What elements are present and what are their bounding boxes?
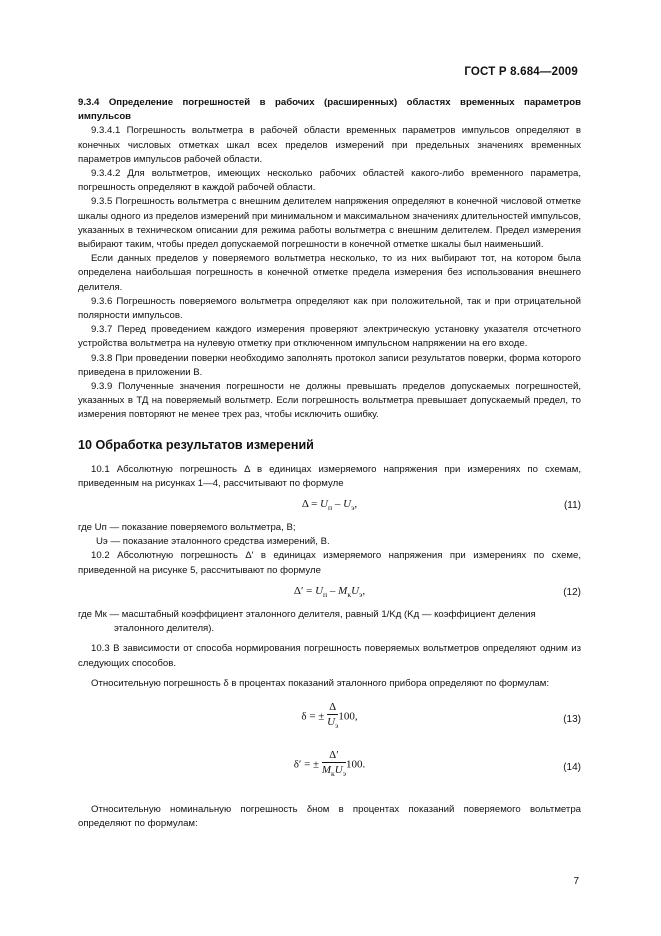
paragraph-10-3-nominal: Относительную номинальную погрешность δном в процентах показаний поверяемого вольтметра определяют по формулам:: [78, 803, 581, 830]
paragraph-10-2: 10.2 Абсолютную погрешность Δ′ в единицах измеряемого напряжения при измерениях по схеме, приведенной на рисунке 5, рассчитывают по формуле: [78, 550, 581, 576]
paragraph-10-3-relative: Относительную погрешность δ в процентах показаний эталонного прибора определяют по формулам:: [91, 677, 550, 689]
page-content: [78, 96, 581, 831]
equation-12-body: $\Delta' = U_п - M_кU_э$,: [293, 584, 366, 600]
paragraph-10-3: 10.3 В зависимости от способа нормирования погрешность поверяемых вольтметров определяют одним из следующих способов.: [78, 643, 581, 669]
equation-13-number: (13): [563, 713, 581, 725]
page-number: 7: [573, 876, 579, 887]
equation-11-body: $\Delta = U_п - U_э$,: [301, 498, 358, 513]
equation-13: [78, 701, 581, 739]
paragraph-9-3-7: 9.3.7 Перед проведением каждого измерения проверяют электрическую установку указателя отсчетного устройства вольтметра на нулевую отметку при отключенном импульсном напряжении на его входе.: [78, 324, 581, 350]
equation-11: [78, 497, 581, 515]
paragraph-9-3-5: 9.3.5 Погрешность вольтметра с внешним делителем напряжения определяют в конечной числовой отметке шкалы одного из пределов измерений при минимальном и максимальном значениях длительностей импульсов, указанных в техническом описании для режима работы вольтметра с внешним делителем. Предел измерения выбирают таким, чтобы предел допускаемой погрешности в конечной отметке шкалы был наименьший.: [78, 196, 581, 251]
equation-14-number: (14): [563, 761, 581, 773]
equation-12-number: (12): [563, 586, 581, 598]
document-code: ГОСТ Р 8.684—2009: [464, 66, 578, 78]
paragraph-9-3-5-cont: Если данных пределов у поверяемого вольтметра несколько, то из них выбирают тот, на котором была определена наибольшая погрешность в конечной отметке предела измерения без использования внешнего делителя.: [78, 253, 581, 293]
paragraph-9-3-4-1: 9.3.4.1 Погрешность вольтметра в рабочей области временных параметров импульсов определяют в конечных числовых отметках шкал всех пределов измерений при предельных значениях временных параметров импульсов рабочей области.: [78, 125, 581, 165]
paragraph-9-3-4-2: 9.3.4.2 Для вольтметров, имеющих несколько рабочих областей какого-либо временного параметра, погрешность определяют в каждой рабочей области.: [78, 168, 581, 194]
paragraph-9-3-6: 9.3.6 Погрешность поверяемого вольтметра определяют как при положительной, так и при отрицательной полярности импульсов.: [78, 295, 581, 322]
definition-12-a: где Mк — масштабный коэффициент эталонного делителя, равный 1/Kд (Kд — коэффициент деления: [78, 608, 536, 620]
paragraph-9-3-9: 9.3.9 Полученные значения погрешности не должны превышать пределов допускаемых погрешностей, указанных в ТД на поверяемый вольтметр. Если погрешность вольтметра превышает допускаемый предел, то измерения повторяют не менее трех раз, чтобы исключить ошибку.: [78, 381, 581, 421]
equation-14: [78, 749, 581, 787]
equation-11-number: (11): [563, 500, 581, 512]
definition-11-a: где Uп — показание поверяемого вольтметра, В;: [78, 522, 296, 534]
definition-12-b: эталонного делителя).: [114, 623, 215, 635]
section-heading-10: 10 Обработка результатов измерений: [78, 437, 314, 452]
definition-11-b: Uэ — показание эталонного средства измерений, В.: [96, 536, 330, 548]
equation-13-body: δ = ± $\frac{\Delta}{U_э}$ 100,: [301, 700, 358, 731]
subsection-heading-9-3-4: 9.3.4 Определение погрешностей в рабочих (расширенных) областях временных параметров импульсов: [78, 97, 581, 123]
paragraph-10-1: 10.1 Абсолютную погрешность Δ в единицах измеряемого напряжения при измерениях по схемам, приведенным на рисунках 1—4, рассчитывают по формуле: [78, 463, 581, 489]
paragraph-9-3-8: 9.3.8 При проведении поверки необходимо заполнять протокол записи результатов поверки, форма которого приведена в приложении В.: [78, 352, 581, 378]
equation-12: [78, 584, 581, 602]
equation-14-body: δ′ = ± $\frac{\Delta'}{M_кU_э}$ 100.: [293, 748, 366, 779]
